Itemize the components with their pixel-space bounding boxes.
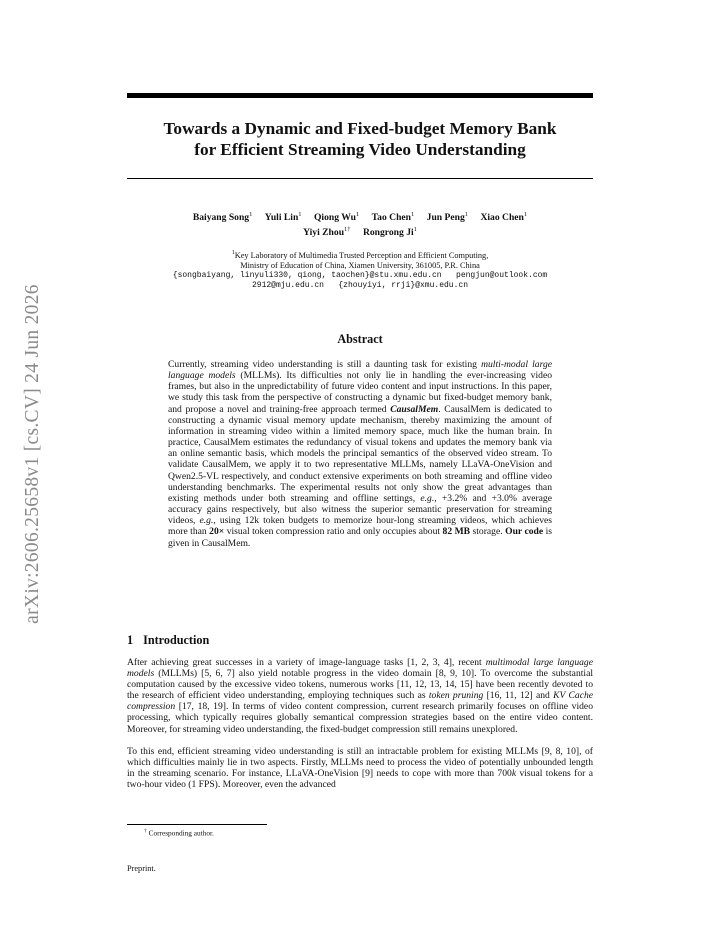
arxiv-identifier-text: arXiv:2606.25658v1 [cs.CV] 24 Jun 2026 xyxy=(22,284,43,624)
abstract-heading: Abstract xyxy=(337,332,383,346)
paper-title xyxy=(127,118,593,160)
author-emails-line-2: 2912@mju.edu.cn {zhouyiyi, rrji}@xmu.edu.cn xyxy=(251,280,469,290)
affiliation-line-2: Ministry of Education of China, Xiamen University, 361005, P.R. China xyxy=(240,260,480,270)
author: Rongrong Ji$^1$ xyxy=(362,226,417,239)
footnote-mark: † xyxy=(144,828,147,834)
title-bottom-rule xyxy=(127,178,593,179)
author-line-1 xyxy=(127,209,593,224)
footnote xyxy=(144,828,214,837)
author: Xiao Chen$^1$ xyxy=(480,211,528,224)
author-line-2 xyxy=(127,224,593,239)
section-number: 1 xyxy=(127,633,134,647)
footnote-text: Corresponding author. xyxy=(148,828,214,838)
author: Qiong Wu$^1$ xyxy=(313,211,360,224)
author: Yuli Lin$^1$ xyxy=(264,211,302,224)
footnote-rule xyxy=(127,824,267,825)
paper-title-line-2: for Efficient Streaming Video Understanding xyxy=(194,140,526,159)
title-top-rule xyxy=(127,93,593,98)
affiliation-block xyxy=(127,248,593,291)
section-title: Introduction xyxy=(143,633,210,647)
paper-title-line-1: Towards a Dynamic and Fixed-budget Memory Bank xyxy=(163,119,557,138)
preprint-label: Preprint. xyxy=(127,864,156,873)
section-heading-introduction xyxy=(127,633,209,648)
author: Jun Peng$^1$ xyxy=(426,211,469,224)
author: Baiyang Song$^1$ xyxy=(192,211,253,224)
intro-paragraph-1: After achieving great successes in a variety of image-language tasks [1, 2, 3, 4], recent multimodal large language models (MLLMs) [5, 6, 7] also yield notable progress in the video domain [8, 9, 10]. To overcome the substantial computation caused by the excessive video tokens, numerous works [11, 12, 13, 14, 15] have been recently devoted to the research of efficient video understanding, employing techniques such as token pruning [16, 11, 12] and KV Cache compression [17, 18, 19]. In terms of video content compression, current research primarily focuses on offline video processing, which typically requires globally semantical compression strategies based on the entire video content. Moreover, for streaming video understanding, the fixed-budget compression still remains unexplored. xyxy=(127,657,594,735)
intro-paragraph-2: To this end, efficient streaming video understanding is still an intractable problem for existing MLLMs [9, 8, 10], of which difficulties mainly lie in two aspects. Firstly, MLLMs need to process the video of potentially unbounded length in the streaming scenario. For instance, LLaVA-OneVision [9] needs to cope with more than 700k visual tokens for a two-hour video (1 FPS). Moreover, even the advanced xyxy=(127,746,593,791)
affiliation-line-1: $^1$Key Laboratory of Multimedia Trusted Perception and Efficient Computing, xyxy=(231,250,489,260)
author-list xyxy=(127,209,593,239)
arxiv-identifier-watermark xyxy=(22,262,44,646)
author-emails-line-1: {songbaiyang, linyuli330, qiong, taochen}@stu.xmu.edu.cn pengjun@outlook.com xyxy=(172,270,548,280)
author: Yiyi Zhou$^{1\dagger}$ xyxy=(303,226,351,239)
abstract-text: Currently, streaming video understanding is still a daunting task for existing multi-modal large language models (MLLMs). Its difficulties not only lie in handling the ever-increasing video frames, but also in the unpredictability of future video content and input instructions. In this paper, we study this task from the perspective of constructing a dynamic but fixed-budget memory bank, and propose a novel and training-free approach termed CausalMem. CausalMem is dedicated to constructing a dynamic visual memory update mechanism, thereby maximizing the amount of information in streaming video within a limited memory space, much like the human brain. In practice, CausalMem estimates the redundancy of visual tokens and updates the memory bank via an online semantic basis, which models the principal semantics of the observed video stream. To validate CausalMem, we apply it to two representative MLLMs, namely LLaVA-OneVision and Qwen2.5-VL respectively, and conduct extensive experiments on both streaming and offline video understanding benchmarks. The experimental results not only show the great advantages than existing methods under both streaming and offline settings, e.g., +3.2% and +3.0% average accuracy gains respectively, but also witness the superior semantic preservation for streaming videos, e.g., using 12k token budgets to memorize hour-long streaming videos, which achieves more than 20× visual token compression ratio and only occupies about 82 MB storage. Our code is given in CausalMem. xyxy=(168,359,552,549)
author: Tao Chen$^1$ xyxy=(371,211,415,224)
